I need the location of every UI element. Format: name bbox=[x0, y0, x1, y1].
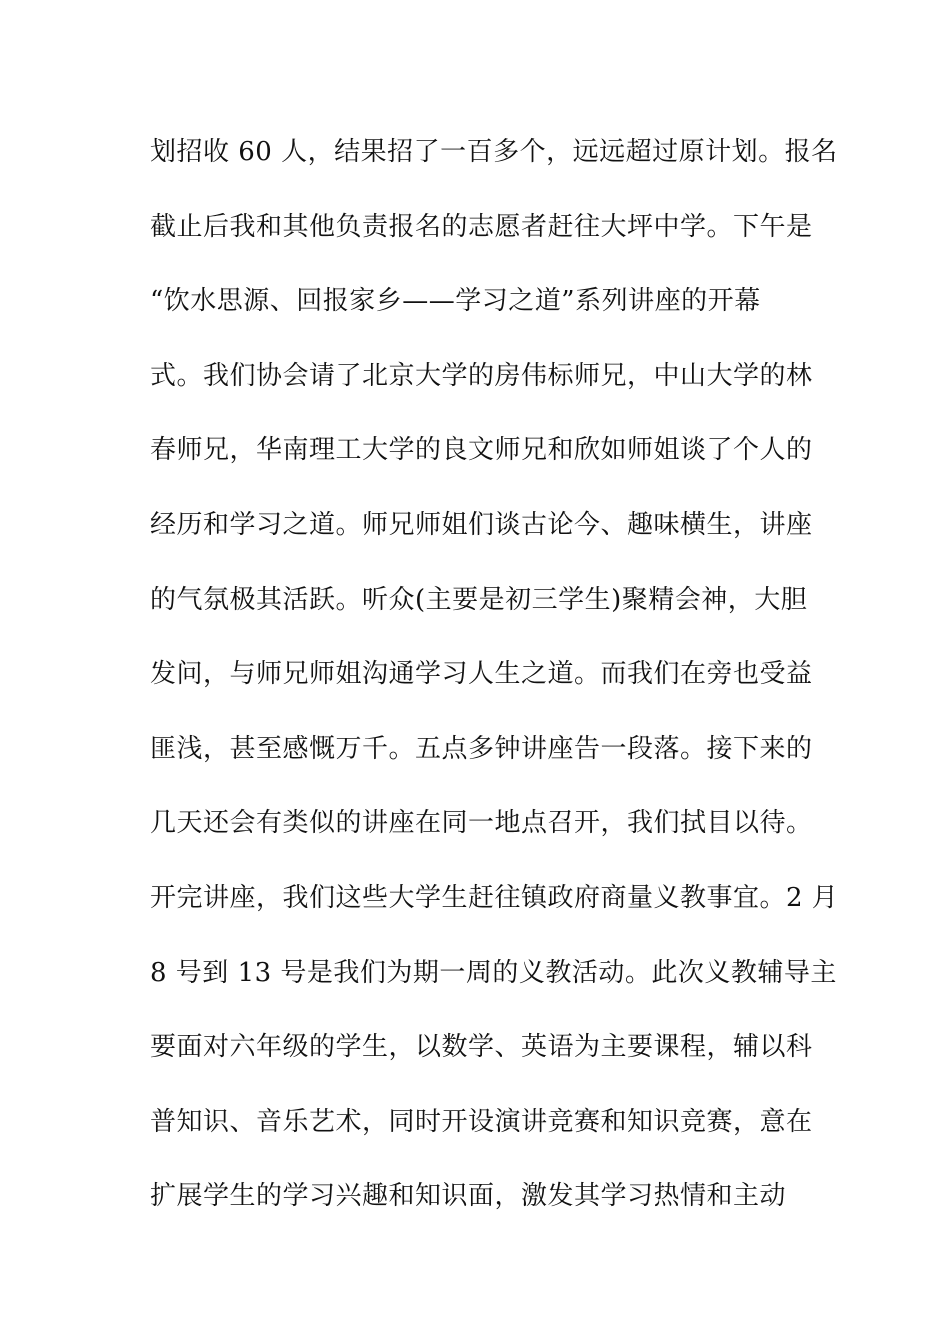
body-text bbox=[150, 128, 839, 1247]
text-line: 8 号到 13 号是我们为期一周的义教活动。此次义教辅导主 bbox=[150, 957, 837, 988]
text-line: 扩展学生的学习兴趣和知识面，激发其学习热情和主动 bbox=[150, 1181, 787, 1212]
text-line: 几天还会有类似的讲座在同一地点召开，我们拭目以待。 bbox=[150, 808, 813, 839]
text-line: 普知识、音乐艺术，同时开设演讲竞赛和知识竞赛，意在 bbox=[150, 1106, 813, 1137]
text-line: “饮水思源、回报家乡——学习之道”系列讲座的开幕 bbox=[150, 286, 761, 317]
text-line: 发问，与师兄师姐沟通学习人生之道。而我们在旁也受益 bbox=[150, 659, 813, 690]
text-line: 经历和学习之道。师兄师姐们谈古论今、趣味横生，讲座 bbox=[150, 509, 813, 540]
text-line: 春师兄，华南理工大学的良文师兄和欣如师姐谈了个人的 bbox=[150, 435, 813, 466]
text-line: 划招收 60 人，结果招了一百多个，远远超过原计划。报名 bbox=[150, 137, 838, 167]
text-line: 开完讲座，我们这些大学生赶往镇政府商量义教事宜。2 月 bbox=[150, 882, 839, 913]
text-line: 截止后我和其他负责报名的志愿者赶往大坪中学。下午是 bbox=[150, 211, 813, 242]
text-line: 要面对六年级的学生，以数学、英语为主要课程，辅以科 bbox=[150, 1032, 813, 1063]
text-line: 匪浅，甚至感慨万千。五点多钟讲座告一段落。接下来的 bbox=[150, 733, 813, 764]
text-line: 式。我们协会请了北京大学的房伟标师兄，中山大学的林 bbox=[150, 360, 813, 391]
text-line: 的气氛极其活跃。听众(主要是初三学生)聚精会神，大胆 bbox=[150, 584, 808, 615]
